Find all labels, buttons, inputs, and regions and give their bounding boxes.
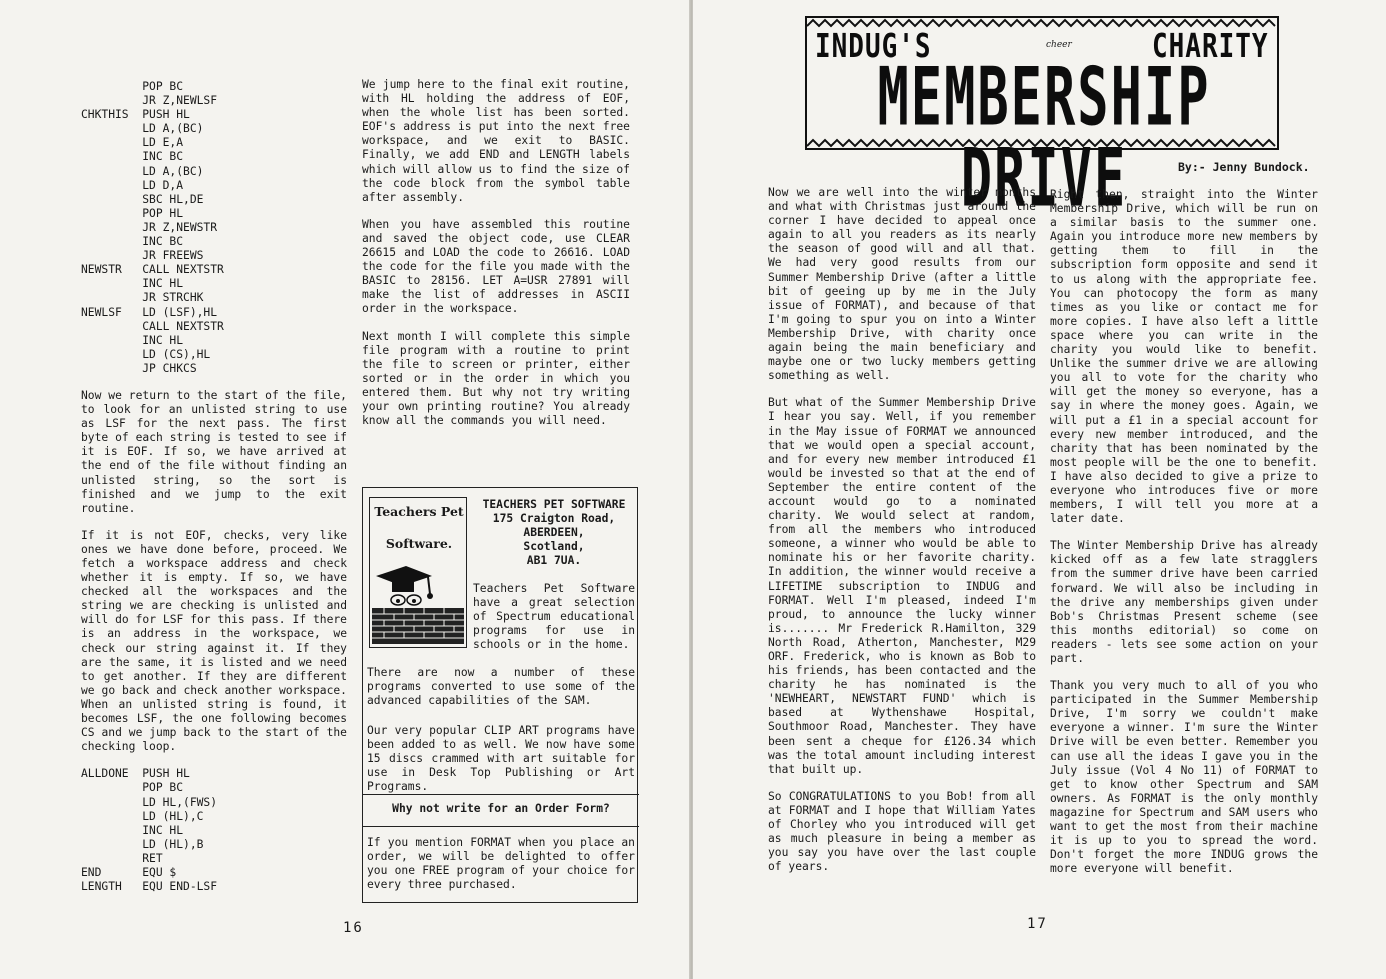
paragraph: When you have assembled this routine and saved the object code, use CLEAR 26615 and LOAD the code to 26616. LOAD the code for the file you made with the BASIC to 28156. LET A=USR 27891 will make the list of addresses in ASCII order in the workspace.	[362, 217, 630, 316]
divider	[363, 826, 639, 827]
code-listing-1: POP BC JR Z,NEWLSF CHKTHIS PUSH HL LD A,(BC) LD E,A INC BC LD A,(BC) LD D,A SBC HL,DE POP HL JR Z,NEWSTR INC BC JR FREEWS NEWSTR CALL NEXTSTR INC HL JR STRCHK NEWLSF LD (LSF),HL CALL NEXTSTR INC HL LD (CS),HL JP CHKCS	[81, 80, 224, 375]
left-column-1	[81, 80, 347, 907]
paragraph: If it is not EOF, checks, very like ones we have done before, proceed. We fetch a workspace address and check whether it is empty. If so, we have checked all the workspaces and the string we are checking is unlisted and will do for LSF for this pass. If there is an address in the workspace, we check our string against it. If they are the same, it is listed and we need to get another. If they are different we go back and check another workspace. When an unlisted string is found, it becomes LSF, the one following becomes CS and we jump back to the start of the checking loop.	[81, 528, 347, 754]
right-column-1	[768, 186, 1036, 887]
paragraph: Next month I will complete this simple file program with a routine to print the file to screen or printer, either sorted or in the order in which you entered them. But why not try writing your own printing routine? You already know all the commands you will need.	[362, 329, 630, 428]
logo-line-2: Software.	[385, 536, 453, 551]
paragraph: Now we return to the start of the file, to look for an unlisted string to use as LSF for the next pass. The first byte of each string is tested to see if it is EOF. If so, we have arrived at the end of the file without finding an unlisted string, so the sort is finished and we jump to the exit routine.	[81, 388, 347, 515]
divider	[363, 794, 639, 795]
teachers-pet-advert	[362, 487, 638, 903]
order-form-heading: Why not write for an Order Form?	[392, 802, 610, 815]
address-line: TEACHERS PET SOFTWARE	[482, 498, 626, 511]
banner-word-charity: CHARITY	[1152, 28, 1269, 66]
advert-text-2: There are now a number of these programs converted to use some of the advanced capabilities of the SAM.	[367, 666, 635, 708]
paragraph: But what of the Summer Membership Drive I hear you say. Well, if you remember in the May issue of FORMAT we announced that we would open a special account, and for every new member introduced £1 would be invested so that at the end of September the entire content of the account would go to a nominated charity. We would select at random, from all the members who introduced someone, a winner who would be able to nominate his or her favorite charity. In addition, the winner would receive a LIFETIME subscription to INDUG and FORMAT. Well I'm pleased, indeed I'm proud, to announce the lucky winner is....... Mr Frederick R.Hamilton, 329 North Road, Atherton, Manchester, M29 ORF. Frederick, who is known as Bob to his friends, has been contacted and the charity he has nominated is the 'NEWHEART, NEWSTART FUND' which is based at Wythenshawe Hospital, Southmoor Road, Manchester. They have been sent a cheque for £126.34 which was the total amount including interest that built up.	[768, 396, 1036, 776]
advert-address	[475, 498, 633, 568]
left-column-2	[362, 78, 630, 441]
right-column-2	[1050, 188, 1318, 889]
address-line: AB1 7UA.	[526, 554, 582, 568]
page-number: 16	[343, 920, 364, 936]
mortarboard-brick-wall-icon	[370, 564, 466, 646]
paragraph: Now we are well into the winter months and what with Christmas just around the corner I have decided to appeal once again to all you readers as its nearly the season of good will and all that. We had very good results from our Summer Membership Drive (after a little bit of geeing up by me in the July issue of FORMAT), and because of that I'm going to spur you on into a Winter Membership Drive, with charity once again being the main beneficiary and maybe one or two lucky members getting something as well.	[768, 186, 1036, 383]
advert-text-4: If you mention FORMAT when you place an order, we will be delighted to offer you one FREE program of your choice for every three purchased.	[367, 836, 635, 892]
paragraph: So CONGRATULATIONS to you Bob! from all at FORMAT and I hope that William Yates of Chorley who you introduced will get as much pleasure in being a member as you say you have over the last couple of years.	[768, 789, 1036, 874]
code-listing-2: ALLDONE PUSH HL POP BC LD HL,(FWS) LD (HL),C INC HL LD (HL),B RET END EQU $ LENGTH EQU END-LSF	[81, 767, 218, 894]
byline: By:- Jenny Bundock.	[1178, 160, 1310, 174]
logo-line-1: Teachers Pet	[374, 504, 464, 519]
zigzag-border-bottom	[807, 138, 1277, 148]
banner-cheer: cheer	[1046, 40, 1072, 50]
address-line: ABERDEEN,	[523, 526, 585, 540]
page-number: 17	[1027, 916, 1048, 932]
zigzag-border-top	[807, 18, 1277, 28]
address-line: Scotland,	[523, 540, 585, 554]
address-line: 175 Craigton Road,	[492, 512, 616, 526]
paragraph: We jump here to the final exit routine, with HL holding the address of EOF, when the whole list has been sorted. EOF's address is put into the next free workspace, and we exit to BASIC. Finally, we add END and LENGTH labels which will allow us to find the size of the code block from the symbol table after assembly.	[362, 78, 630, 204]
left-page	[0, 0, 690, 979]
paragraph: Right then, straight into the Winter Membership Drive, which will be run on a similar basis to the summer one. Again you introduce more new members by getting them to fill in the subscription form opposite and send it to us along with the appropriate fee. You can photocopy the form as many times as you like or contact me for more copies. I have also left a little space where you can write in the charity you would like to benefit. Unlike the summer drive we are allowing you all to vote for the charity who will get the money so everyone, has a say in where the money goes. Again, we will put a £1 in a special account for every new member introduced, and the charity that has been nominated by the most people will be the one to benefit. I have also decided to give a prize to everyone who introduces five or more members, I will tell you more at a later date.	[1050, 188, 1318, 526]
banner-headline: MEMBERSHIP DRIVE	[877, 51, 1211, 226]
paragraph: Thank you very much to all of you who participated in the Summer Membership Drive, I'm sorry we couldn't make everyone a winner. I'm sure the Winter Drive will be even better. Remember you can use all the ideas I gave you in the July issue (Vol 4 No 11) of FORMAT to get to know other Spectrum and SAM owners. As FORMAT is the only monthly magazine for Spectrum and SAM users who want to get the most from their machine it is up to you to spread the word. Don't forget the more INDUG grows the more everyone will benefit.	[1050, 679, 1318, 876]
advert-text-3: Our very popular CLIP ART programs have been added to as well. We now have some 15 discs crammed with art suitable for use in Desk Top Publishing or Art Programs.	[367, 724, 635, 794]
banner-word-indugs: INDUG'S	[815, 28, 932, 66]
advert-text-1: Teachers Pet Software have a great selection of Spectrum educational programs for use in schools or in the home.	[473, 582, 635, 652]
teachers-pet-logo	[369, 497, 467, 648]
paragraph: The Winter Membership Drive has already kicked off as a few late stragglers from the summer drive have been carried forward. We will also be including in the drive any memberships given under Bob's Christmas Present scheme (see this months editorial) so come on readers - lets see some action on your part.	[1050, 539, 1318, 665]
right-page	[693, 0, 1386, 979]
